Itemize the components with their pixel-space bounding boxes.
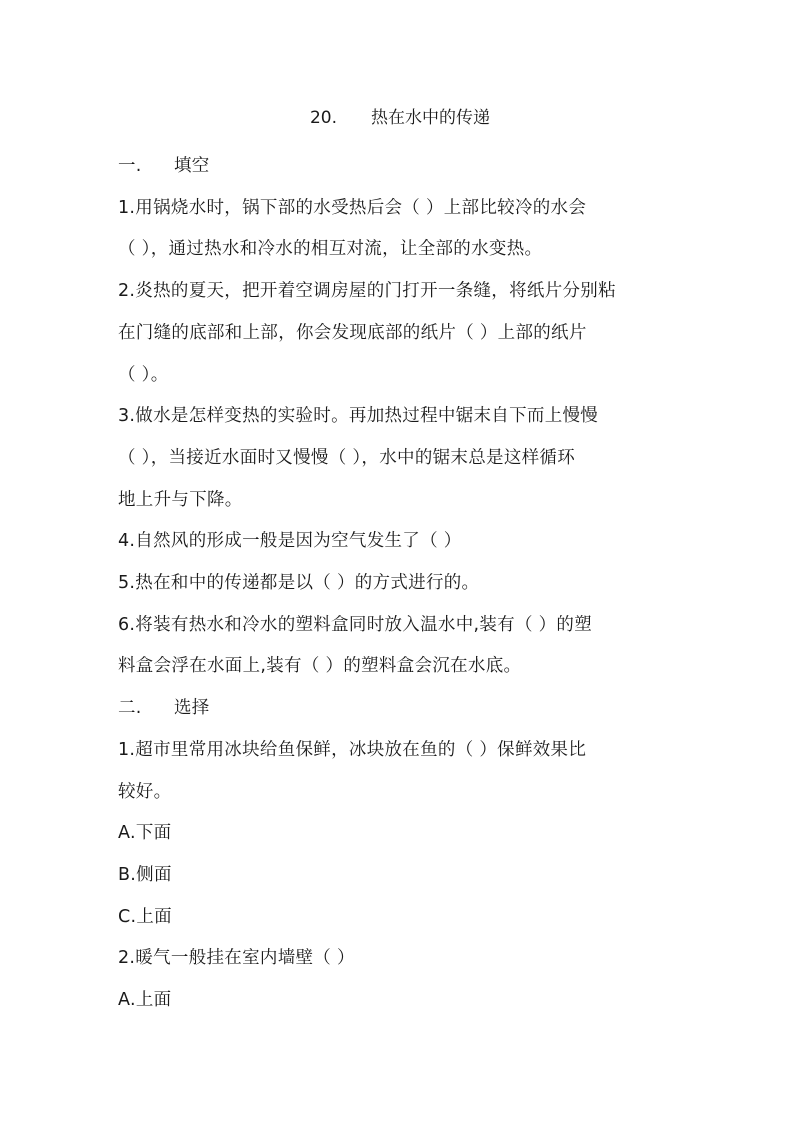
page-title bbox=[118, 104, 676, 132]
question-2-line-1: 2.炎热的夏天，把开着空调房屋的门打开一条缝，将纸片分别粘 bbox=[118, 281, 616, 302]
choice-question-1-line-1: 1.超市里常用冰块给鱼保鲜，冰块放在鱼的（ ）保鲜效果比 bbox=[118, 739, 587, 760]
question-6-line-2: 料盒会浮在水面上,装有（ ）的塑料盒会沉在水底。 bbox=[118, 656, 522, 677]
question-5: 5.热在和中的传递都是以（ ）的方式进行的。 bbox=[118, 573, 480, 594]
question-6-line-1: 6.将装有热水和冷水的塑料盒同时放入温水中,装有（ ）的塑 bbox=[118, 614, 593, 635]
question-4: 4.自然风的形成一般是因为空气发生了（ ） bbox=[118, 531, 462, 552]
choice-option-c: C.上面 bbox=[118, 906, 172, 927]
choice-option-a: A.下面 bbox=[118, 823, 172, 844]
section-number: 二. bbox=[118, 698, 142, 719]
section-label: 填空 bbox=[174, 156, 210, 176]
section-heading-fill-in bbox=[118, 146, 676, 188]
choice-question-1-line-2: 较好。 bbox=[118, 781, 172, 802]
title-number: 20. bbox=[309, 108, 338, 128]
question-1-line-1: 1.用锅烧水时，锅下部的水受热后会（ ）上部比较冷的水会 bbox=[118, 197, 587, 218]
question-2-line-3: （ ）。 bbox=[118, 364, 169, 385]
choice-question-2: 2.暖气一般挂在室内墙壁（ ） bbox=[118, 948, 355, 969]
question-3-line-3: 地上升与下降。 bbox=[118, 489, 243, 510]
section-number: 一. bbox=[118, 156, 142, 176]
question-1-line-2: （ ），通过热水和冷水的相互对流，让全部的水变热。 bbox=[118, 239, 543, 260]
question-3-line-1: 3.做水是怎样变热的实验时。再加热过程中锯末自下而上慢慢 bbox=[118, 406, 599, 427]
question-3-line-2: （ ），当接近水面时又慢慢（ ），水中的锯末总是这样循环 bbox=[118, 447, 576, 468]
question-2-line-2: 在门缝的底部和上部，你会发现底部的纸片（ ）上部的纸片 bbox=[118, 322, 587, 343]
choice-option-a: A.上面 bbox=[118, 990, 172, 1011]
choice-option-b: B.侧面 bbox=[118, 864, 172, 885]
section-heading-choice bbox=[118, 688, 676, 730]
title-text: 热在水中的传递 bbox=[371, 108, 491, 128]
section-label: 选择 bbox=[174, 698, 210, 719]
